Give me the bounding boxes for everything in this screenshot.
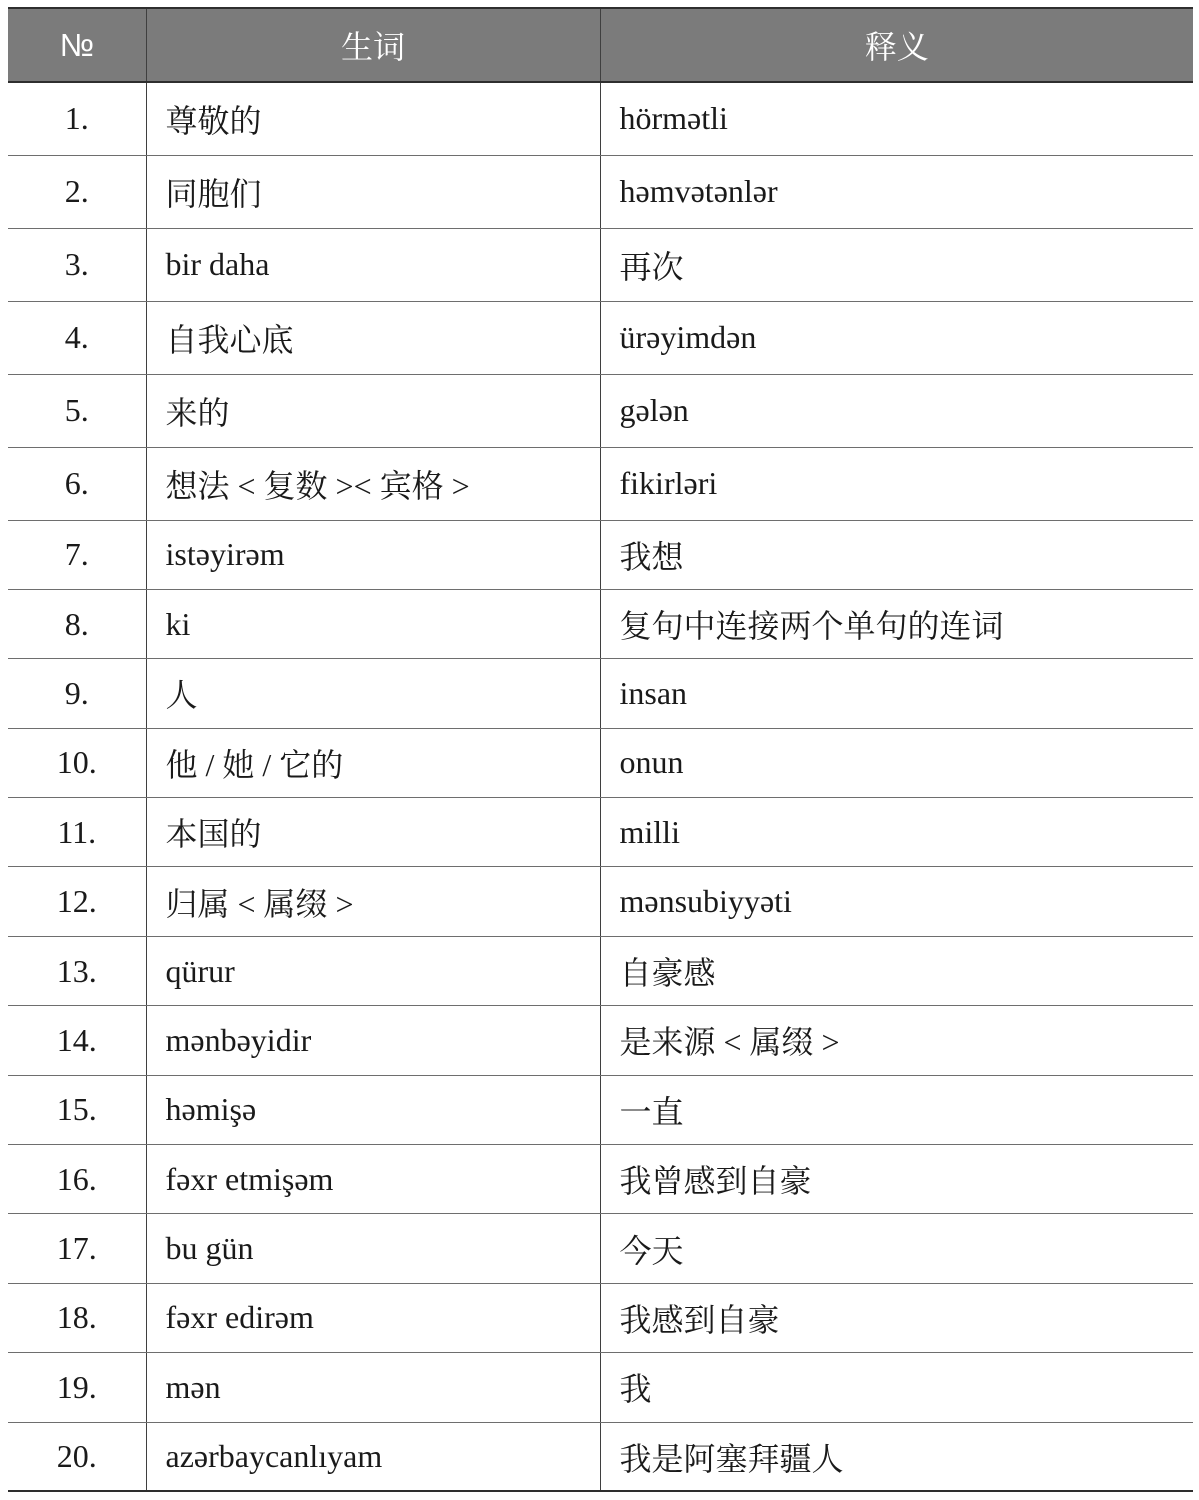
row-number: 2. (8, 155, 146, 228)
table-row (8, 374, 1193, 447)
meaning-cell: 是来源 < 属缀 > (600, 1006, 1193, 1075)
word-cell: 尊敬的 (146, 82, 600, 155)
table-header (8, 8, 1193, 82)
meaning-cell: insan (600, 659, 1193, 728)
row-number: 14. (8, 1006, 146, 1075)
meaning-cell: ürəyimdən (600, 301, 1193, 374)
meaning-cell: 我感到自豪 (600, 1283, 1193, 1352)
row-number: 10. (8, 728, 146, 797)
meaning-cell: fikirləri (600, 447, 1193, 520)
table-row (8, 589, 1193, 658)
table-row (8, 301, 1193, 374)
meaning-cell: 我想 (600, 520, 1193, 589)
row-number: 5. (8, 374, 146, 447)
row-number: 8. (8, 589, 146, 658)
meaning-cell: 我 (600, 1353, 1193, 1422)
table-row (8, 1353, 1193, 1422)
table-row (8, 82, 1193, 155)
row-number: 20. (8, 1422, 146, 1491)
row-number: 6. (8, 447, 146, 520)
word-cell: mən (146, 1353, 600, 1422)
row-number: 3. (8, 228, 146, 301)
meaning-cell: onun (600, 728, 1193, 797)
word-cell: fəxr edirəm (146, 1283, 600, 1352)
meaning-cell: 我曾感到自豪 (600, 1145, 1193, 1214)
table-row (8, 728, 1193, 797)
word-cell: 来的 (146, 374, 600, 447)
meaning-cell: 再次 (600, 228, 1193, 301)
meaning-cell: həmvətənlər (600, 155, 1193, 228)
word-cell: 同胞们 (146, 155, 600, 228)
meaning-cell: 今天 (600, 1214, 1193, 1283)
table-row (8, 1145, 1193, 1214)
table-row (8, 1006, 1193, 1075)
word-cell: bir daha (146, 228, 600, 301)
header-number: № (8, 8, 146, 82)
row-number: 12. (8, 867, 146, 936)
row-number: 9. (8, 659, 146, 728)
word-cell: 归属 < 属缀 > (146, 867, 600, 936)
table-row (8, 936, 1193, 1005)
meaning-cell: mənsubiyyəti (600, 867, 1193, 936)
meaning-cell: 我是阿塞拜疆人 (600, 1422, 1193, 1491)
meaning-cell: gələn (600, 374, 1193, 447)
table-row (8, 155, 1193, 228)
word-cell: fəxr etmişəm (146, 1145, 600, 1214)
table-row (8, 1422, 1193, 1491)
row-number: 18. (8, 1283, 146, 1352)
row-number: 17. (8, 1214, 146, 1283)
row-number: 19. (8, 1353, 146, 1422)
meaning-cell: hörmətli (600, 82, 1193, 155)
word-cell: 自我心底 (146, 301, 600, 374)
table-row (8, 520, 1193, 589)
row-number: 7. (8, 520, 146, 589)
word-cell: mənbəyidir (146, 1006, 600, 1075)
table-row (8, 798, 1193, 867)
header-meaning: 释义 (600, 8, 1193, 82)
word-cell: 本国的 (146, 798, 600, 867)
word-cell: ki (146, 589, 600, 658)
vocabulary-table (8, 7, 1193, 1492)
row-number: 16. (8, 1145, 146, 1214)
meaning-cell: 自豪感 (600, 936, 1193, 1005)
table-row (8, 1075, 1193, 1144)
word-cell: həmişə (146, 1075, 600, 1144)
meaning-cell: 一直 (600, 1075, 1193, 1144)
meaning-cell: milli (600, 798, 1193, 867)
header-word: 生词 (146, 8, 600, 82)
header-row (8, 8, 1193, 82)
meaning-cell: 复句中连接两个单句的连词 (600, 589, 1193, 658)
vocab-table-body (8, 82, 1193, 1491)
row-number: 15. (8, 1075, 146, 1144)
table-row (8, 447, 1193, 520)
row-number: 11. (8, 798, 146, 867)
table-row (8, 1214, 1193, 1283)
table-row (8, 659, 1193, 728)
word-cell: 人 (146, 659, 600, 728)
row-number: 4. (8, 301, 146, 374)
word-cell: 他 / 她 / 它的 (146, 728, 600, 797)
row-number: 1. (8, 82, 146, 155)
word-cell: 想法 < 复数 >< 宾格 > (146, 447, 600, 520)
word-cell: qürur (146, 936, 600, 1005)
table-row (8, 1283, 1193, 1352)
word-cell: bu gün (146, 1214, 600, 1283)
word-cell: istəyirəm (146, 520, 600, 589)
row-number: 13. (8, 936, 146, 1005)
table-row (8, 867, 1193, 936)
table-row (8, 228, 1193, 301)
word-cell: azərbaycanlıyam (146, 1422, 600, 1491)
